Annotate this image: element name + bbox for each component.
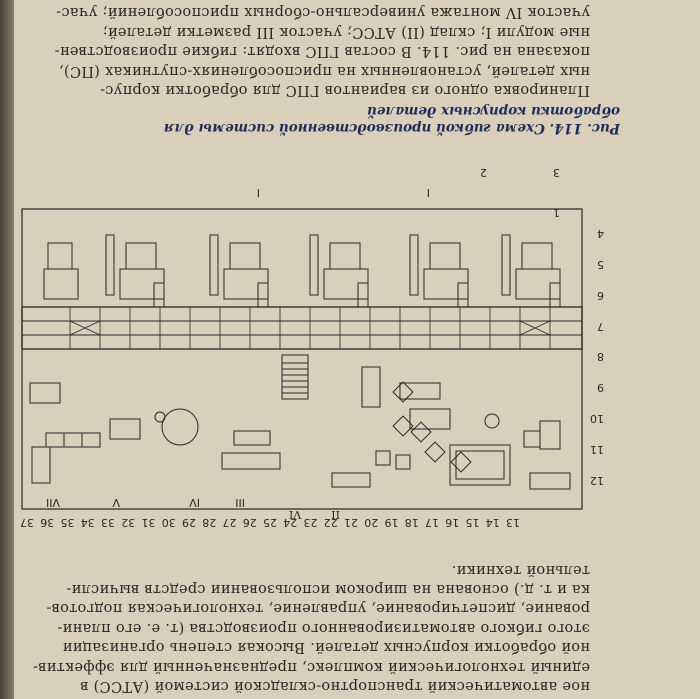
machine — [44, 243, 78, 299]
number-label: 35 — [60, 516, 75, 529]
number-label: 17 — [425, 516, 439, 529]
number-label: 32 — [121, 516, 136, 529]
number-label: 21 — [344, 516, 358, 529]
text-line: рование, диспетчирование, управление, технологическая подготов- — [46, 600, 590, 617]
roman-label: III — [235, 496, 245, 509]
text-line: Планировка одного из вариантов ГПС для обработки корпус- — [99, 82, 590, 98]
machine — [502, 235, 560, 307]
number-label: 9 — [597, 381, 604, 395]
text-line: ных деталей, установленных на приспособлениях-спутниках (ПС), — [58, 62, 590, 79]
figure-caption: Рис. 114. Схема гибкой производственной системы для обработки корпусных деталей — [163, 103, 620, 136]
text-line: этого гибкого автоматизированного производства (т. е. его плани- — [57, 619, 590, 636]
service-zone — [30, 355, 570, 489]
number-label: 14 — [485, 516, 500, 529]
number-label: 11 — [590, 443, 604, 457]
number-label: 31 — [141, 516, 156, 529]
machine — [410, 235, 468, 307]
number-label: 18 — [404, 516, 419, 529]
text-line: участок IV монтажа универсально-сборных приспособлений; учас- — [55, 4, 590, 21]
conveyor — [22, 307, 582, 349]
number-label: 15 — [465, 516, 480, 529]
number-label: 28 — [202, 516, 217, 529]
roman-label: VI — [289, 508, 302, 521]
number-label: 5 — [597, 257, 604, 271]
roman-label: I — [426, 186, 430, 199]
number-label: 8 — [597, 350, 604, 364]
side-numbers — [590, 227, 604, 487]
number-label: 22 — [323, 516, 338, 529]
machine — [310, 235, 368, 307]
roman-label: VII — [45, 496, 60, 509]
number-label: 1 — [553, 206, 560, 219]
diamond-machines — [393, 382, 471, 472]
number-label: 23 — [303, 516, 318, 529]
number-label: 6 — [597, 288, 604, 302]
text-line: показана на рис. 114. В состав ГПС входят: гибкие производствен- — [54, 43, 590, 60]
machine-modules — [44, 235, 560, 307]
text-line: единый технологический комплекс, предназначенный для эффектив- — [32, 658, 590, 675]
bottom-numbers — [20, 516, 520, 529]
text-line: тельной техники. — [451, 561, 590, 578]
number-label: 25 — [263, 516, 277, 529]
roman-label: V — [112, 496, 120, 509]
roman-label: II — [331, 508, 340, 521]
text-line: ка и т. д.) основана на широком использовании средств вычисли- — [66, 580, 590, 597]
number-label: 7 — [597, 319, 604, 333]
top-numbers — [480, 166, 560, 179]
right-numbers — [553, 206, 560, 219]
number-label: 29 — [182, 516, 196, 529]
number-label: 36 — [40, 516, 55, 529]
number-label: 27 — [222, 516, 237, 529]
number-label: 26 — [242, 516, 257, 529]
number-label: 10 — [590, 412, 604, 426]
number-label: 3 — [553, 166, 560, 179]
roman-labels-extra — [289, 508, 340, 521]
text-line: ной обработки корпусных деталей. Высокая степень организации — [62, 639, 590, 656]
number-label: 37 — [20, 516, 34, 529]
number-label: 12 — [590, 474, 604, 487]
number-label: 16 — [445, 516, 460, 529]
roman-label: I — [256, 186, 260, 199]
roman-label: IV — [189, 496, 200, 509]
storage-rack — [282, 355, 308, 399]
number-label: 20 — [364, 516, 379, 529]
number-label: 30 — [161, 516, 176, 529]
conveyor-cells — [70, 307, 550, 349]
paragraph-bottom — [30, 2, 590, 99]
number-label: 13 — [506, 516, 520, 529]
number-label: 4 — [597, 227, 604, 240]
number-label: 2 — [480, 166, 487, 179]
number-label: 34 — [80, 516, 95, 529]
text-line: ные модули I; склад (II) АТСС; участок III разметки деталей; — [102, 23, 590, 40]
machine — [210, 235, 268, 307]
number-label: 19 — [384, 516, 399, 529]
number-label: 33 — [101, 516, 115, 529]
text-line: ное автоматический транспортно-складской системой (АТСС) в — [79, 678, 590, 694]
machine — [106, 235, 164, 307]
number-label: 24 — [283, 516, 298, 529]
